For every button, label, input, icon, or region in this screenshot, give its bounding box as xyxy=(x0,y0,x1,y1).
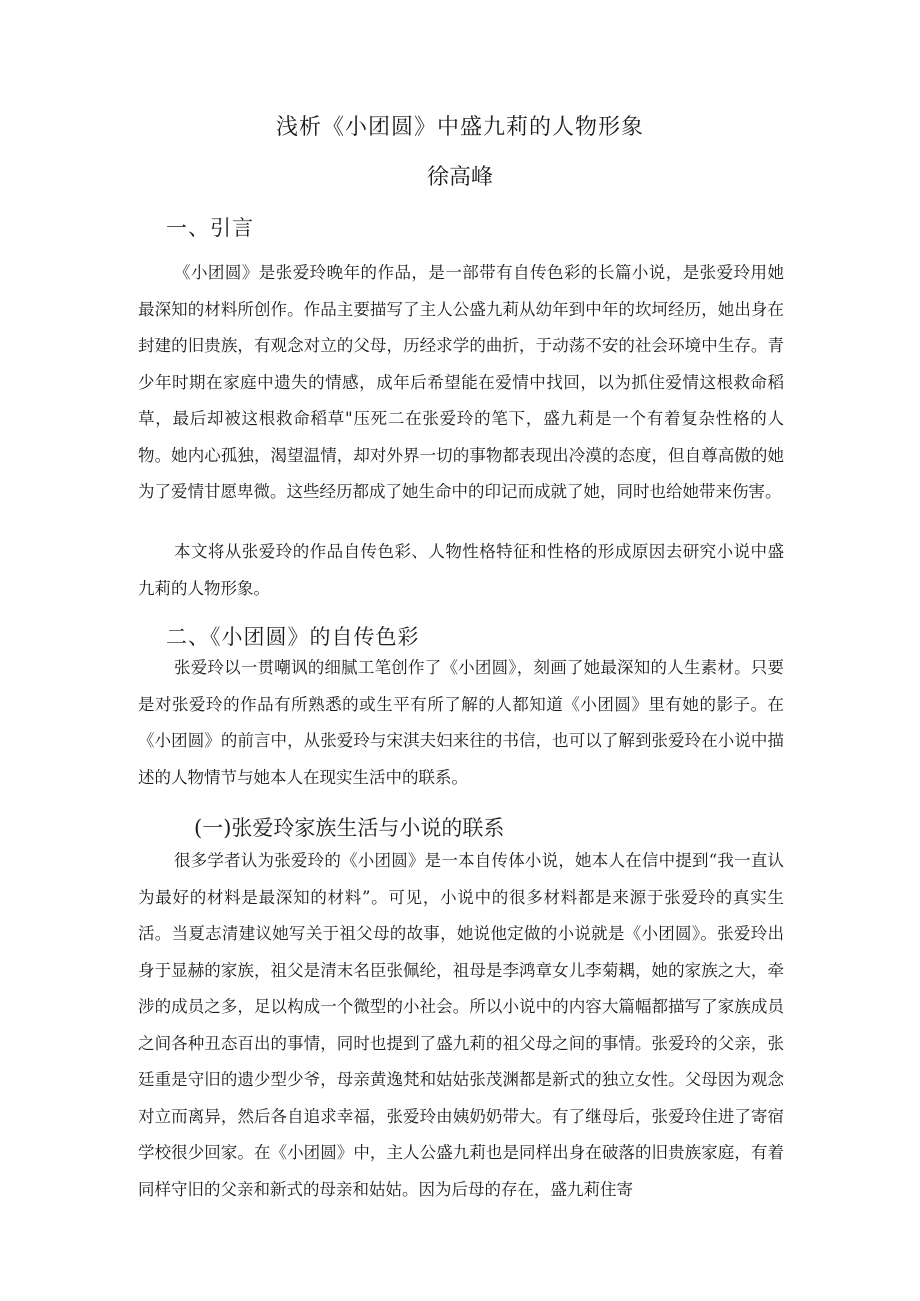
section-heading-intro: 一、引言 xyxy=(166,216,254,240)
intro-paragraph-2: 本文将从张爱玲的作品自传色彩、人物性格特征和性格的形成原因去研究小说中盛九莉的人物形象。 xyxy=(138,542,784,598)
family-paragraph-1: 很多学者认为张爱玲的《小团圆》是一本自传体小说，她本人在信中提到“我一直认为最好的材料是最深知的材料”。可见，小说中的很多材料都是来源于张爱玲的真实生活。当夏志清建议她写关于祖父母的故事，她说他定做的小说就是《小团圆》。张爱玲出身于显赫的家族，祖父是清末名臣张佩纶，祖母是李鸿章女儿李菊耦，她的家族之大，牵涉的成员之多，足以构成一个微型的小社会。所以小说中的内容大篇幅都描写了家族成员之间各种丑态百出的事情，同时也提到了盛九莉的祖父母之间的事情。张爱玲的父亲，张廷重是守旧的遗少型少爷，母亲黄逸梵和姑姑张茂渊都是新式的独立女性。父母因为观念对立而离异，然后各自追求幸福，张爱玲由姨奶奶带大。有了继母后，张爱玲住进了寄宿学校很少回家。在《小团圆》中，主人公盛九莉也是同样出身在破落的旧贵族家庭，有着同样守旧的父亲和新式的母亲和姑姑。因为后母的存在，盛九莉住寄 xyxy=(138,851,784,1199)
paper-author: 徐高峰 xyxy=(426,165,493,190)
section-heading-autobiography: 二、《小团圆》的自传色彩 xyxy=(166,625,420,649)
intro-paragraph-1: 《小团圆》是张爱玲晚年的作品，是一部带有自传色彩的长篇小说，是张爱玲用她最深知的材料所创作。作品主要描写了主人公盛九莉从幼年到中年的坎坷经历，她出身在封建的旧贵族，有观念对立的父母，历经求学的曲折，于动荡不安的社会环境中生存。青少年时期在家庭中遗失的情感，成年后希望能在爱情中找回，以为抓住爱情这根救命稻草，最后却被这根救命稻草"压死二在张爱玲的笔下，盛九莉是一个有着复杂性格的人物。她内心孤独，渴望温情，却对外界一切的事物都表现出冷漠的态度，但自尊高傲的她为了爱情甘愿卑微。这些经历都成了她生命中的印记而成就了她，同时也给她带来伤害。 xyxy=(138,263,784,501)
paper-title: 浅析《小团圆》中盛九莉的人物形象 xyxy=(275,115,644,140)
autobiography-paragraph-1: 张爱玲以一贯嘲讽的细腻工笔创作了《小团圆》，刻画了她最深知的人生素材。只要是对张爱玲的作品有所熟悉的或生平有所了解的人都知道《小团圆》里有她的影子。在《小团圆》的前言中，从张爱玲与宋淇夫妇来往的书信，也可以了解到张爱玲在小说中描述的人物情节与她本人在现实生活中的联系。 xyxy=(138,658,784,787)
subsection-heading-family: (一)张爱玲家族生活与小说的联系 xyxy=(194,816,505,840)
